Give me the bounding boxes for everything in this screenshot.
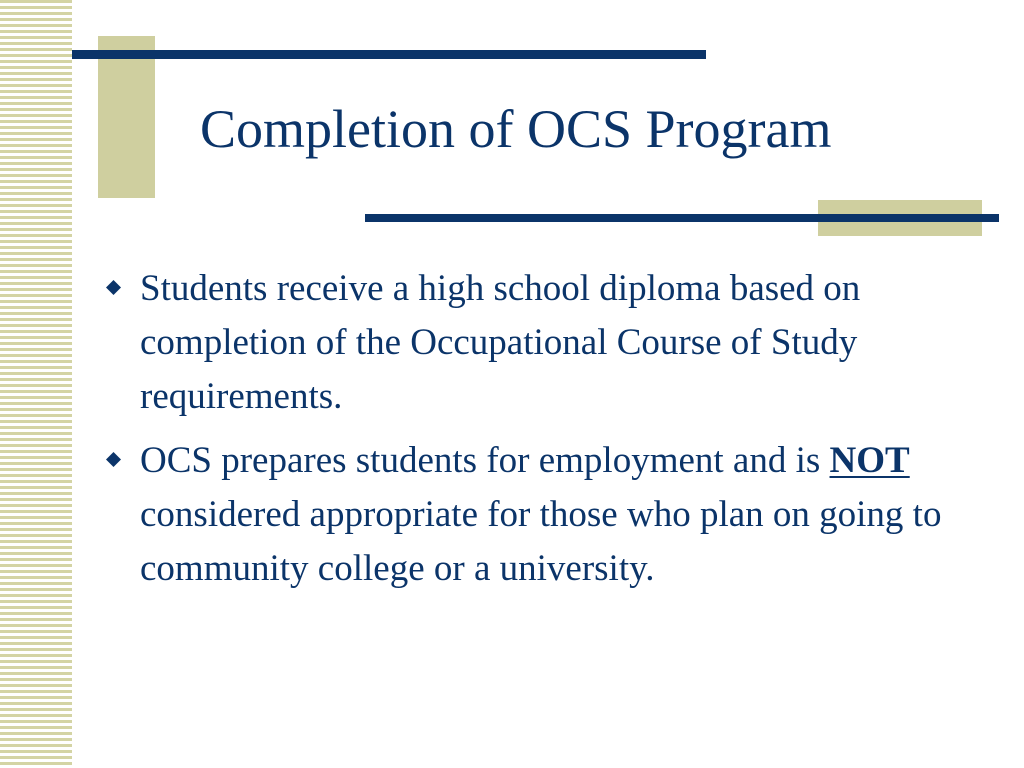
bullet-item <box>106 262 986 424</box>
bullet-text <box>140 434 980 596</box>
tan-accent-block-left <box>98 36 155 198</box>
striped-sidebar <box>0 0 72 768</box>
diamond-bullet-icon <box>106 280 121 295</box>
diamond-bullet-icon <box>106 452 121 467</box>
bullet-text-after: considered appropriate for those who plan on going to community college or a university. <box>140 494 942 589</box>
title-rule-bottom <box>365 214 999 222</box>
title-rule-top <box>72 50 706 59</box>
bullet-item <box>106 434 986 596</box>
slide-title: Completion of OCS Program <box>200 99 832 159</box>
emphasis-not: NOT <box>829 440 910 481</box>
bullet-text: Students receive a high school diploma based on completion of the Occupational Course of Study requirements. <box>140 268 861 417</box>
bullet-text-before: OCS prepares students for employment and is <box>140 440 830 481</box>
bullet-list <box>106 262 986 606</box>
